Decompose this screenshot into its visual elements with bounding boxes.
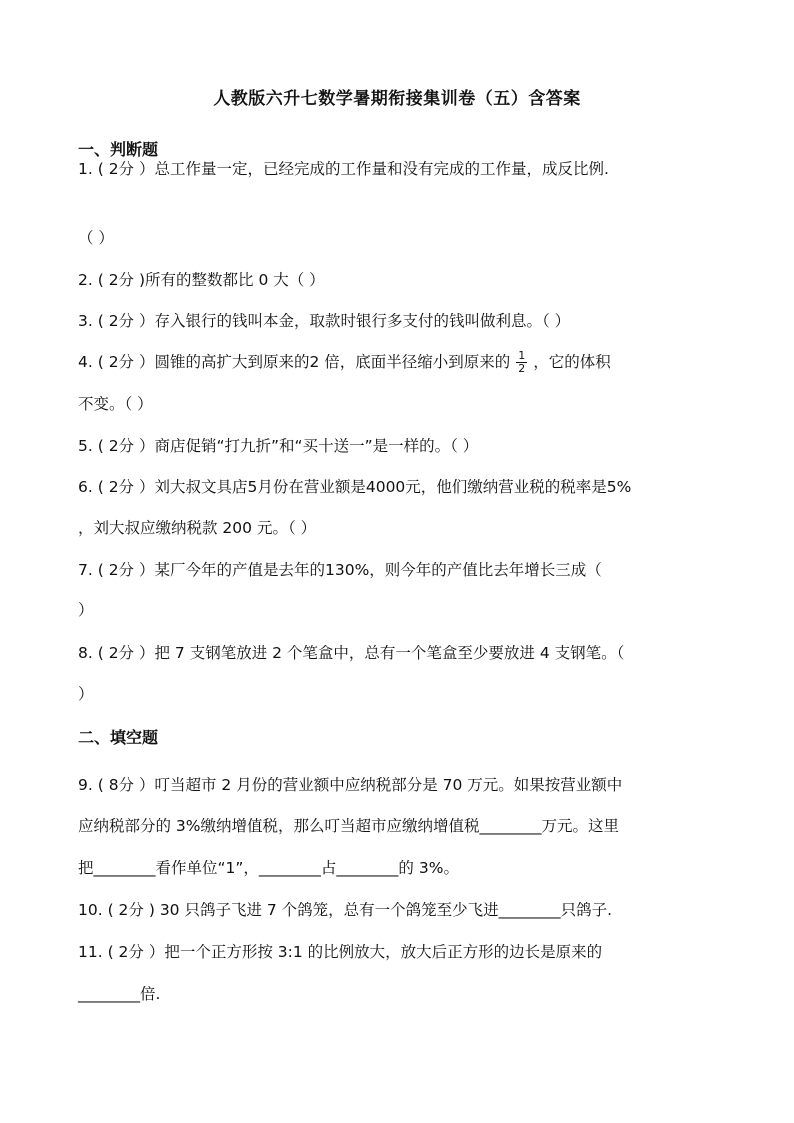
question-5: 5. ( 2分 ）商店促销“打九折”和“买十送一”是一样的。（ ） <box>78 437 479 455</box>
question-10: 10. ( 2分 ) 30 只鸽子飞进 7 个鸽笼，总有一个鸽笼至少飞进________只鸽子. <box>78 901 613 919</box>
question-9-line-3: 把________看作单位“1”，________占________的 3%。 <box>78 859 459 877</box>
question-6-line-2: ，刘大叔应缴纳税款 200 元。（ ） <box>78 519 317 537</box>
question-11-line-2: ________倍. <box>78 985 161 1003</box>
question-1-line-1: 1. ( 2分 ）总工作量一定，已经完成的工作量和没有完成的工作量，成反比例. <box>78 160 609 178</box>
section-heading-fill-blank: 二、填空题 <box>78 728 159 747</box>
question-8-line-1: 8. ( 2分 ）把 7 支钢笔放进 2 个笔盒中，总有一个笔盒至少要放进 4 支钢笔。（ <box>78 644 625 662</box>
fraction-numerator: 1 <box>518 349 526 362</box>
question-9-line-2: 应纳税部分的 3%缴纳增值税，那么叮当超市应缴纳增值税________万元。这里 <box>78 817 620 835</box>
question-6-line-1: 6. ( 2分 ）刘大叔文具店5月份在营业额是4000元，他们缴纳营业税的税率是5% <box>78 478 632 496</box>
section-heading-true-false: 一、判断题 <box>78 140 159 159</box>
fraction-denominator: 2 <box>518 362 526 375</box>
question-1-line-2: （ ） <box>78 229 114 247</box>
fraction-one-half <box>516 350 527 375</box>
question-4-line-1 <box>78 350 728 375</box>
question-8-line-2: ） <box>78 685 94 703</box>
question-4-text-after: ，它的体积 <box>533 353 611 371</box>
question-3: 3. ( 2分 ）存入银行的钱叫本金，取款时银行多支付的钱叫做利息。（ ） <box>78 312 571 330</box>
page-title: 人教版六升七数学暑期衔接集训卷（五）含答案 <box>213 89 581 109</box>
question-4-text-before: 4. ( 2分 ）圆锥的高扩大到原来的2 倍，底面半径缩小到原来的 <box>78 353 511 371</box>
question-7-line-1: 7. ( 2分 ）某厂今年的产值是去年的130%，则今年的产值比去年增长三成（ <box>78 561 602 579</box>
question-4-line-2: 不变。（ ） <box>78 395 153 413</box>
question-9-line-1: 9. ( 8分 ）叮当超市 2 月份的营业额中应纳税部分是 70 万元。如果按营业额中 <box>78 776 623 794</box>
question-11-line-1: 11. ( 2分 ）把一个正方形按 3:1 的比例放大，放大后正方形的边长是原来的 <box>78 943 603 961</box>
question-2: 2. ( 2分 )所有的整数都比 0 大（ ） <box>78 271 325 289</box>
question-7-line-2: ） <box>78 601 94 619</box>
